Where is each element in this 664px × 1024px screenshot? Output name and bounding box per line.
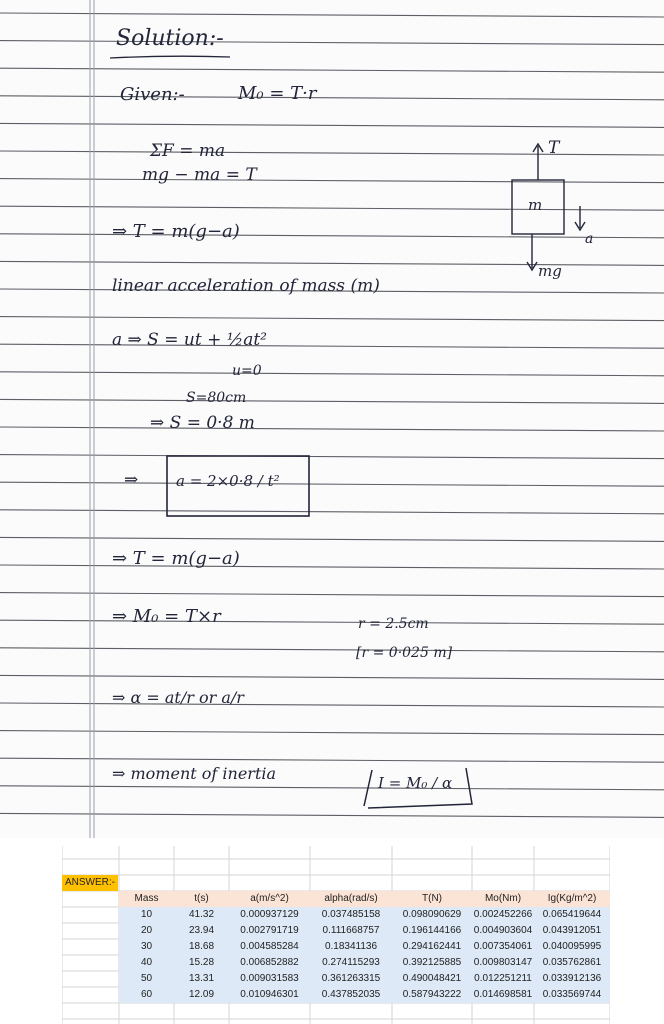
free-body-diagram (490, 136, 610, 286)
table-cell[interactable]: 0.004903604 (472, 923, 534, 939)
table-cell[interactable]: 0.014698581 (472, 987, 534, 1003)
weight-label: mg (538, 262, 562, 280)
table-cell[interactable]: 0.033912136 (534, 971, 610, 987)
given-label: Given:- (120, 84, 185, 105)
angular-acceleration: ⇒ α = at/r or a/r (112, 688, 244, 707)
column-header[interactable]: t(s) (174, 891, 229, 907)
table-cell[interactable]: 0.040095995 (534, 939, 610, 955)
boxed-equation: a = 2×0·8 / t² (176, 472, 280, 490)
kinematics-equation: a ⇒ S = ut + ½at² (112, 330, 267, 350)
table-cell[interactable]: 0.035762861 (534, 955, 610, 971)
distance-cm: S=80cm (186, 390, 247, 406)
tension-result: ⇒ T = m(g−a) (112, 221, 240, 242)
table-cell[interactable]: 30 (119, 939, 174, 955)
table-cell[interactable]: 0.065419644 (534, 907, 610, 923)
column-header[interactable]: alpha(rad/s) (310, 891, 392, 907)
table-cell[interactable]: 0.004585284 (229, 939, 310, 955)
tension-equation: ⇒ T = m(g−a) (112, 548, 240, 569)
table-cell[interactable]: 0.002452266 (472, 907, 534, 923)
solution-heading: Solution:- (116, 26, 224, 51)
table-cell[interactable]: 0.274115293 (310, 955, 392, 971)
table-cell[interactable]: 10 (119, 907, 174, 923)
table-cell[interactable]: 0.18341136 (310, 939, 392, 955)
column-header[interactable]: a(m/s^2) (229, 891, 310, 907)
linear-acceleration-heading: linear acceleration of mass (m) (112, 276, 380, 296)
boxed-arrow: ⇒ (124, 470, 139, 490)
radius-m: [r = 0·025 m] (356, 645, 453, 661)
tension-label: T (548, 138, 560, 158)
table-cell[interactable]: 0.002791719 (229, 923, 310, 939)
table-cell[interactable]: 0.437852035 (310, 987, 392, 1003)
table-cell[interactable]: 0.361263315 (310, 971, 392, 987)
table-cell[interactable]: 0.294162441 (392, 939, 472, 955)
table-cell[interactable]: 40 (119, 955, 174, 971)
table-cell[interactable]: 50 (119, 971, 174, 987)
column-header[interactable]: Ig(Kg/m^2) (534, 891, 610, 907)
table-cell[interactable]: 0.009031583 (229, 971, 310, 987)
column-header[interactable]: Mass (119, 891, 174, 907)
table-cell[interactable]: 0.043912051 (534, 923, 610, 939)
table-cell[interactable]: 0.392125885 (392, 955, 472, 971)
moment-equation: ⇒ M₀ = T×r (112, 606, 221, 627)
table-cell[interactable]: 0.000937129 (229, 907, 310, 923)
table-cell[interactable]: 13.31 (174, 971, 229, 987)
mass-label: m (528, 196, 543, 214)
table-cell[interactable]: 18.68 (174, 939, 229, 955)
table-cell[interactable]: 0.196144166 (392, 923, 472, 939)
table-cell[interactable]: 0.037485158 (310, 907, 392, 923)
results-spreadsheet (62, 846, 610, 1024)
table-cell[interactable]: 15.28 (174, 955, 229, 971)
force-sum: ΣF = ma (150, 141, 226, 161)
table-cell[interactable]: 0.098090629 (392, 907, 472, 923)
table-cell[interactable]: 23.94 (174, 923, 229, 939)
table-cell[interactable]: 12.09 (174, 987, 229, 1003)
table-cell[interactable]: 0.033569744 (534, 987, 610, 1003)
table-cell[interactable]: 0.010946301 (229, 987, 310, 1003)
table-cell[interactable]: 0.007354061 (472, 939, 534, 955)
table-cell[interactable]: 0.009803147 (472, 955, 534, 971)
table-cell[interactable]: 0.587943222 (392, 987, 472, 1003)
column-header[interactable]: Mo(Nm) (472, 891, 534, 907)
table-cell[interactable]: 41.32 (174, 907, 229, 923)
force-equation: mg − ma = T (142, 165, 257, 185)
table-cell[interactable]: 20 (119, 923, 174, 939)
answer-label[interactable]: ANSWER:- (62, 875, 118, 891)
table-cell[interactable]: 0.111668757 (310, 923, 392, 939)
table-cell[interactable]: 60 (119, 987, 174, 1003)
column-header[interactable]: T(N) (392, 891, 472, 907)
u-zero: u=0 (232, 363, 262, 379)
radius-cm: r = 2.5cm (358, 616, 429, 632)
acceleration-label: a (585, 231, 594, 247)
distance-meters: ⇒ S = 0·8 m (150, 413, 255, 433)
table-cell[interactable]: 0.490048421 (392, 971, 472, 987)
inertia-equation: I = M₀ / α (378, 774, 453, 792)
given-equation: M₀ = T·r (238, 83, 317, 104)
table-cell[interactable]: 0.006852882 (229, 955, 310, 971)
table-cell[interactable]: 0.012251211 (472, 971, 534, 987)
inertia-label: ⇒ moment of inertia (112, 764, 277, 783)
